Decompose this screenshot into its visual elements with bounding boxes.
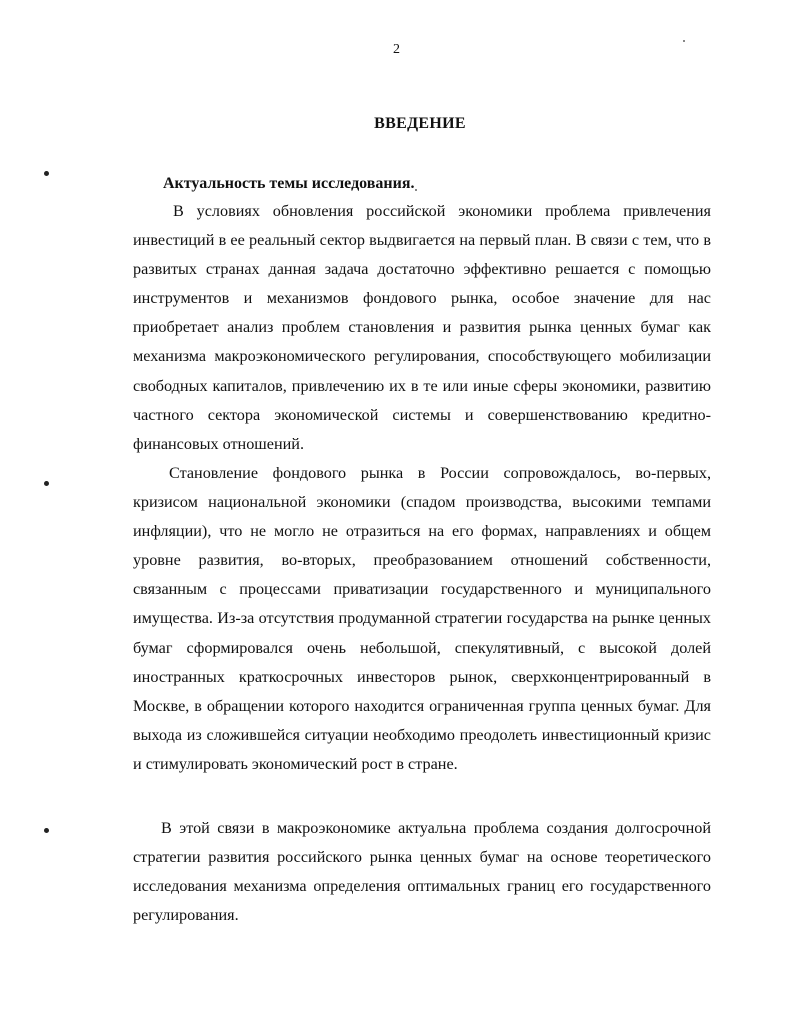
paragraph-2: Становление фондового рынка в России сопровождалось, во-первых, кризисом национальной экономики (спадом производства, высокими темпами инфляции), что не могло не отразиться на его формах, направлениях и общем уровне развития, во-вторых, преобразованием отношений собственности, связанным с процессами приватизации государственного и муниципального имущества. Из-за отсутствия продуманной стратегии государства на рынке ценных бумаг сформировался очень небольшой, спекулятивный, с высокой долей иностранных краткосрочных инвесторов рынок, сверхконцентрированный в Москве, в обращении которого находится ограниченная группа ценных бумаг. Для выхода из сложившейся ситуации необходимо преодолеть инвестиционный кризис и стимулировать экономический рост в стране.: [133, 464, 711, 773]
scan-speck: [415, 189, 417, 191]
page-number: 2: [393, 42, 400, 57]
paragraph-3: В этой связи в макроэкономике актуальна проблема создания долгосрочной стратегии развития российского рынка ценных бумаг на основе теоретического исследования механизма определения оптимальных границ его государственного регулирования.: [133, 819, 711, 925]
binding-hole-mark: [44, 481, 49, 486]
section-subheading: Актуальность темы исследования.: [163, 175, 415, 192]
binding-hole-mark: [44, 171, 49, 176]
paragraph-1: В условиях обновления российской экономики проблема привлечения инвестиций в ее реальный сектор выдвигается на первый план. В связи с тем, что в развитых странах данная задача достаточно эффективно решается с помощью инструментов и механизмов фондового рынка, особое значение для нас приобретает анализ проблем становления и развития рынка ценных бумаг как механизма макроэкономического регулирования, способствующего мобилизации свободных капиталов, привлечению их в те или иные сферы экономики, развитию частного сектора экономической системы и совершенствованию кредитно-финансовых отношений.: [133, 202, 711, 453]
page-title: ВВЕДЕНИЕ: [374, 115, 466, 132]
scan-speck: [683, 40, 685, 42]
binding-hole-mark: [44, 828, 49, 833]
